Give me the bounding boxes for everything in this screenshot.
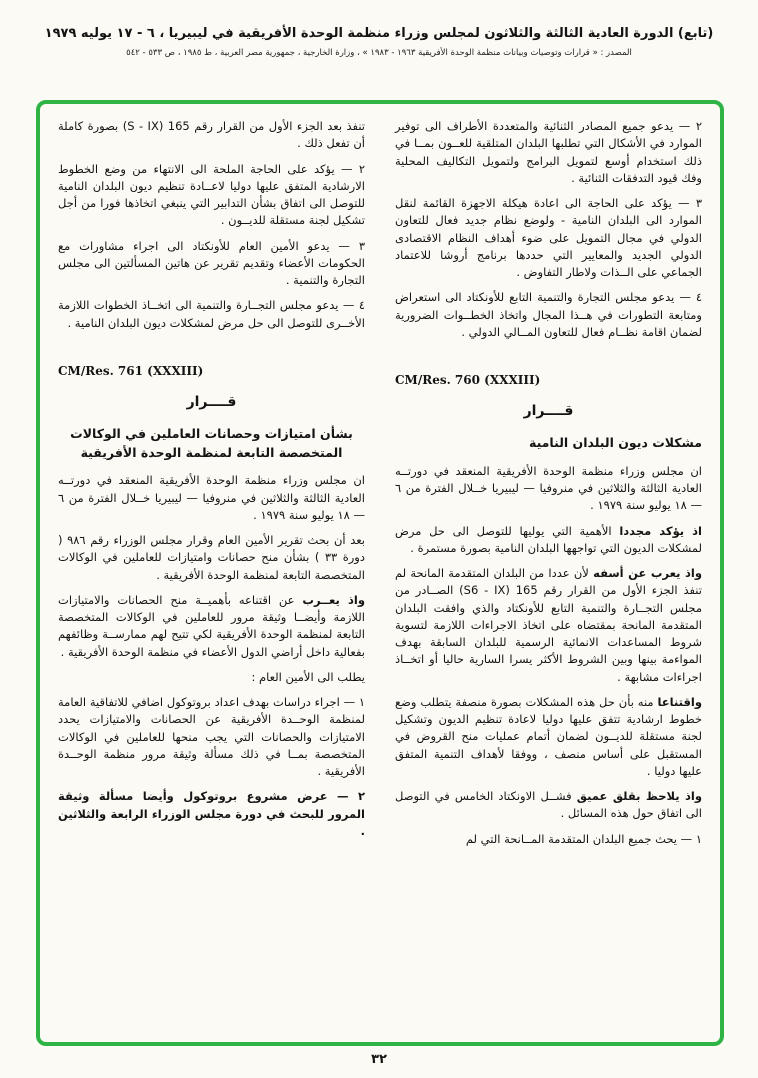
paragraph	[58, 592, 365, 661]
paragraph: ٤ — يدعو مجلس التجارة والتنمية التابع للأونكتاد الى استعراض ومتابعة التطورات في هــذا المجال واتخاذ الخطــوات الضرورية لضمان اقامة نظــام فعال للتعاون المــالي الدولي .	[395, 290, 702, 339]
page-number: ٣٢	[371, 1052, 387, 1067]
paragraph: ٣ — يدعو الأمين العام للأونكتاد الى اجراء مشاورات مع الحكومات الأعضاء وتقديم تقرير عن هاتين المسألتين الى مجلس التجارة والتنمية .	[58, 238, 365, 287]
paragraph: ٢ — يدعو جميع المصادر الثنائية والمتعددة الأطراف الى توفير الموارد في الأشكال التي تطلبها البلدان المتلقية للعــون بمــا في ذلك استخدام أوسع لتمويل البرامج ولتمويل التكاليف المحلية وفك قيود التدفقات الثنائية .	[395, 119, 702, 185]
paragraph: بعد أن بحث تقرير الأمين العام وقرار مجلس الوزراء رقم ٩٨٦ ( دورة ٣٣ ) بشأن منح حصانات وامتيازات للعاملين في الوكالات المتخصصة التابعة لمنظمة الوحدة الأفريقية .	[58, 533, 365, 582]
paragraph: ١ — يحث جميع البلدان المتقدمة المــانحة التي لم	[465, 831, 702, 846]
header-title: (تابع) الدورة العادية الثالثة والثلاثون لمجلس وزراء منظمة الوحدة الأفريقية في ليبيريا ، ٦ - ١٧ يوليه ١٩٧٩	[44, 26, 714, 41]
paragraph-lead: واقتناعا	[657, 694, 702, 709]
resolution-heading: قــــرار	[186, 393, 237, 410]
paragraph: ٣ — يؤكد على الحاجة الى اعادة هيكلة الاجهزة القائمة لنقل الموارد الى البلدان النامية - ولوضع نظام جديد فعال للتعاون الدولي في مجال التمويل على ضوء أهداف النظام الاقتصادى الدولي الجديد والمعايير التي حددها برنامج أروشا للاعتماد الجماعي على الــذات ولاطار التفاوض .	[395, 196, 702, 279]
paragraph-lead: واذ يعــرب	[302, 592, 365, 607]
resolution-heading: قــــرار	[523, 403, 574, 419]
paragraph-text: فشــل الاونكتاد الخامس في التوصل الى اتفاق حول هذه المسائل .	[395, 789, 702, 821]
document-header	[0, 0, 758, 58]
paragraph: ٢ — يؤكد على الحاجة الملحة الى الانتهاء من وضع الخطوط الارشادية المتفق عليها دوليا لاعــادة تنظيم ديون البلدان النامية للتوصل الى اتفاق بشأن التدابير التي ينبغي اتخاذها فورا من أجل تشكيل لجنة مستقلة للديــون .	[58, 161, 365, 228]
green-frame	[36, 100, 724, 1046]
paragraph: ٢ — عرض مشروع بروتوكول وأيضا مسألة وثيقة المرور للبحث في دورة مجلس الوزراء الرابعة والثلاثين .	[58, 789, 365, 838]
paragraph: يطلب الى الأمين العام :	[251, 669, 365, 684]
resolution-number: CM/Res. 760 (XXXIII)	[395, 373, 541, 387]
paragraph-lead: واذ يعرب عن أسفه	[593, 566, 703, 580]
paragraph-text: لأن عددا من البلدان المتقدمة المانحة لم تنفذ الجزء الأول من القرار رقم 165 (S6 - IX) الصــادر من مجلس التجــارة والتنمية التابع للأونكتاد والذي وافقت البلدان المتقدمة المانحة بمقتضاه على اتخاذ الاجراءات اللازمة لتسوية شروط المساعدات الانمائية الرسمية للبلدان السابقة بهدف المواءمة بينها وبين الشروط الأكثر يسرا السارية حاليا أو اتخــاذ اجراءات مشابهة .	[395, 566, 702, 684]
paragraph: ١ — اجراء دراسات بهدف اعداد بروتوكول اضافي للاتفاقية العامة لمنظمة الوحــدة الأفريقية عن الحصانات والامتيازات يحدد الامتيازات والحصانات التي يجب منحها للعاملين في الوكالات المتخصصة بمــا في ذلك مسألة وثيقة مرور منظمة الوحــدة الأفريقية .	[58, 695, 365, 778]
left-column	[58, 118, 365, 1028]
paragraph-lead: اذ يؤكد مجددا	[619, 523, 703, 538]
right-column	[395, 118, 702, 1028]
paragraph-lead: واذ يلاحظ بقلق عميق	[576, 789, 702, 803]
paragraph-text: الأهمية التي يوليها للتوصل الى حل مرض لمشكلات الديون التي تواجهها البلدان النامية بصورة مستمرة .	[395, 523, 702, 555]
paragraph-text: عن اقتناعه بأهميــة منح الحصانات والامتيازات اللازمة وأيضــا وثيقة مرور للعاملين في الوكالات المتخصصة التابعة لمنظمة الوحدة الأفريقية لكي تتيح لهم ممارســة وظائفهم بفعالية داخل أراضي الدول الأعضاء في منظمة الوحدة الأفريقية .	[58, 592, 365, 659]
paragraph	[395, 788, 702, 823]
two-column-layout	[58, 118, 702, 1028]
paragraph: ٤ — يدعو مجلس التجــارة والتنمية الى اتخــاذ الخطوات اللازمة الأخــرى للتوصل الى حل مرض لمشكلات ديون البلدان النامية .	[58, 298, 365, 330]
resolution-number: CM/Res. 761 (XXXIII)	[58, 363, 204, 378]
paragraph	[395, 523, 702, 558]
paragraph-text: منه بأن حل هذه المشكلات بصورة منصفة يتطلب وضع خطوط ارشادية تتفق عليها دوليا لاعادة تنظيم الديون وتشكيل لجنة مستقلة للديــون لضمان أتمام عمليات منح القروض في المستقبل على أساس منصف ، ووفقا لأهداف التنمية المتفق عليها دوليا .	[395, 694, 702, 778]
page-footer	[0, 1052, 758, 1067]
header-source-line: المصدر : « قرارات وتوصيات وبيانات منظمة الوحدة الأفريقية ١٩٦٣ - ١٩٨٣ » ، وزارة الخارجية ، جمهورية مصر العربية ، ط ١٩٨٥ ، ص ٥٣٣ - ٥٤٢	[126, 48, 632, 58]
paragraph	[395, 565, 702, 686]
paragraph: ان مجلس وزراء منظمة الوحدة الأفريقية المنعقد في دورتــه العادية الثالثة والثلاثين في منروفيا — ليبيريا خــلال الفترة من ٦ — ١٨ يوليو سنة ١٩٧٩ .	[58, 473, 365, 522]
paragraph: تنفذ بعد الجزء الأول من القرار رقم 165 (S - IX) بصورة كاملة أن تفعل ذلك .	[58, 119, 366, 151]
resolution-title: بشأن امتيازات وحصانات العاملين في الوكالات المتخصصة التابعة لمنظمة الوحدة الأفريقية	[70, 425, 353, 460]
paragraph: ان مجلس وزراء منظمة الوحدة الأفريقية المنعقد في دورتــه العادية الثالثة والثلاثين في منروفيا — ليبيريا خــلال الفترة من ٦ — ١٨ يوليو سنة ١٩٧٩ .	[395, 463, 702, 513]
resolution-title: مشكلات ديون البلدان النامية	[528, 435, 702, 450]
paragraph	[395, 694, 702, 780]
